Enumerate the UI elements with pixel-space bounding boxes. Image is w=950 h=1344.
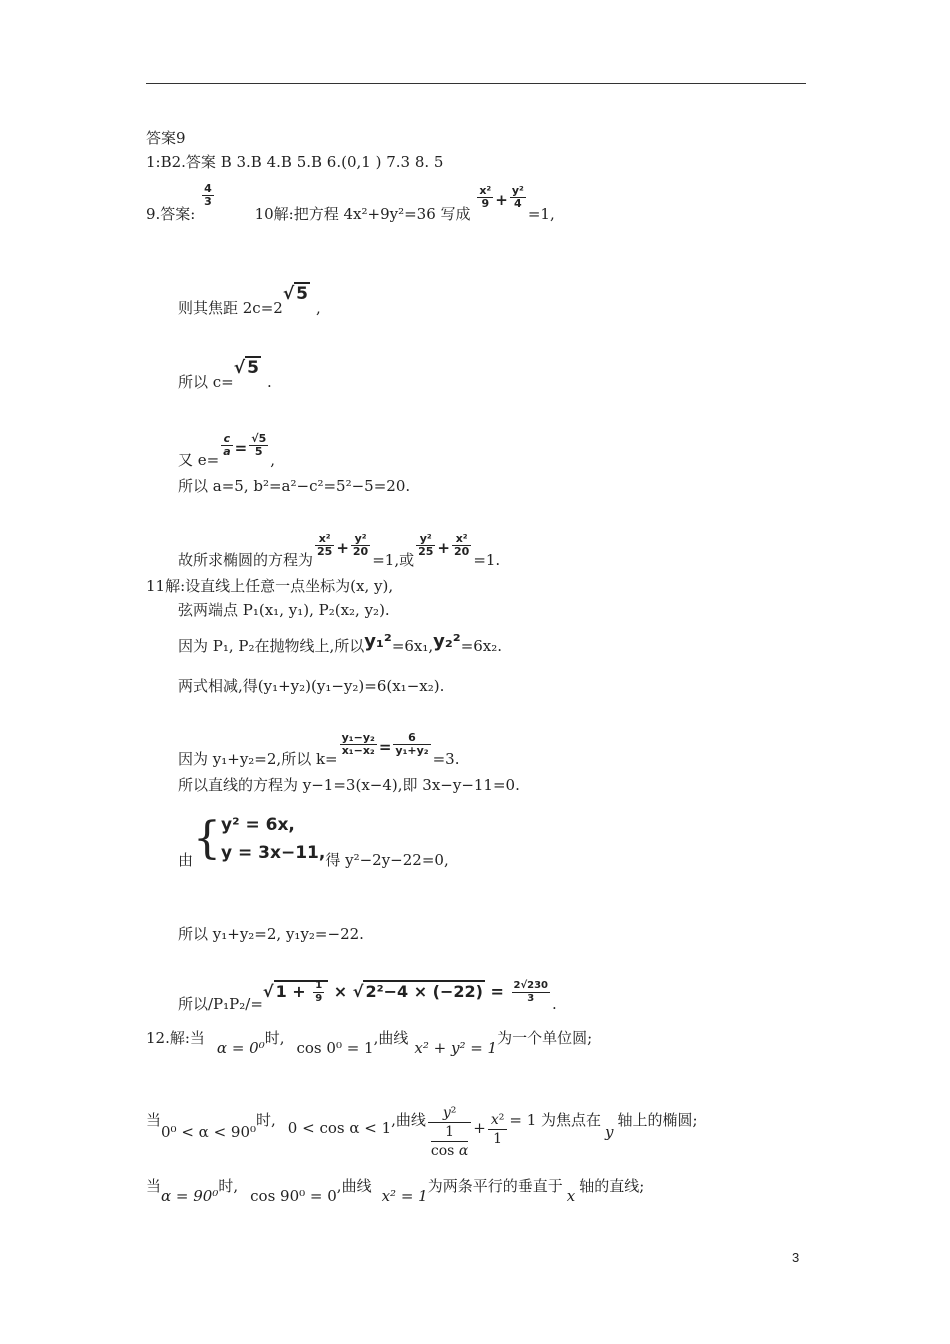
ellipse-mid: =1,或 xyxy=(372,551,415,569)
ellipse-tail: =1. xyxy=(473,551,501,569)
q12-l3-tail2: 轴的直线; xyxy=(579,1177,645,1195)
equation-system xyxy=(221,811,325,867)
q12-l2-tail2: 轴上的椭圆; xyxy=(617,1111,698,1129)
q9-fraction xyxy=(202,183,214,208)
brace-icon: { xyxy=(193,813,222,864)
q11-l9-text: 所以/P₁P₂/= xyxy=(178,995,263,1013)
e-tail: , xyxy=(270,451,276,469)
q9-den: 3 xyxy=(204,195,212,208)
e-text: 又 e= xyxy=(178,451,220,469)
q12-l2-mid2: ,曲线 xyxy=(391,1111,426,1129)
q11-system-line xyxy=(178,808,449,890)
q12-l3-tail: 为两条平行的垂直于 xyxy=(427,1177,563,1195)
q12-l1-mid2: ,曲线 xyxy=(373,1029,409,1047)
q12-l3-axis: x xyxy=(566,1187,576,1205)
page-number: 3 xyxy=(792,1250,800,1265)
q12-line3 xyxy=(146,1176,644,1206)
q11-line1: 11解:设直线上任意一点坐标为(x, y), xyxy=(146,577,394,595)
q11-l5-text: 因为 y₁+y₂=2,所以 k= xyxy=(178,750,338,768)
q11-l3-tail: =6x₁, xyxy=(391,637,434,655)
q12-frac-x: $\frac{\text{x²}}{1}$ xyxy=(488,1111,508,1148)
q12-l3-mid2: ,曲线 xyxy=(336,1177,372,1195)
q12-l3-cos: cos 90⁰ = 0 xyxy=(250,1187,337,1205)
q12-l2-tail: = 1 为焦点在 xyxy=(509,1111,602,1129)
sqrt5-b: √ 5 xyxy=(233,358,259,378)
q11-line9 xyxy=(178,980,557,1014)
q10-tail: =1, xyxy=(527,205,555,223)
q11-l5-tail: =3. xyxy=(432,750,460,768)
sys-eq1: y² = 6x, xyxy=(221,815,295,835)
q12-l2-pre: 当 xyxy=(146,1111,162,1129)
q11-l7-tail: 得 y²−2y−22=0, xyxy=(325,851,449,869)
q12-line1 xyxy=(146,1028,592,1058)
q12-l2-mid: 时, xyxy=(256,1111,276,1129)
q12-l3-alpha: α = 90⁰ xyxy=(161,1187,219,1205)
q11-line4: 两式相减,得(y₁+y₂)(y₁−y₂)=6(x₁−x₂). xyxy=(178,677,445,695)
e-frac-ca: $\frac{c}{a}$ xyxy=(223,432,231,458)
q11-l3-tail2: =6x₂. xyxy=(460,637,503,655)
q12-l1-curve: x² + y² = 1 xyxy=(414,1039,498,1057)
q12-l2-axis: y xyxy=(605,1123,614,1141)
sqrt5-a: √ 5 xyxy=(282,284,309,304)
q12-l3-curve: x² = 1 xyxy=(381,1187,428,1205)
q11-l3-text: 因为 P₁, P₂在抛物线上,所以 xyxy=(178,637,365,655)
q12-l2-cos: 0 < cos α < 1 xyxy=(287,1119,392,1137)
ellipse-line: 故所求椭圆的方程为 $\frac{\text{x²}}{25}$ + $\frac{\text{y²}}{20}$ =1,或 $\frac{\text{y²}}{25}$ + $\frac{\text{x²}}{20}$ =1. xyxy=(178,532,501,569)
distance-formula: √ 1 + $\frac{1}{9}$ × √ 2²−4 × (−22) = $\frac{2√230}{3}$ xyxy=(262,980,549,1004)
sys-eq2: y = 3x−11, xyxy=(221,843,326,863)
c-text: 所以 c= xyxy=(178,373,234,391)
q11-line6: 所以直线的方程为 y−1=3(x−4),即 3x−y−11=0. xyxy=(178,776,520,794)
q12-l1-pre: 12.解:当 xyxy=(146,1029,205,1047)
q10-intro: 10解:把方程 4x²+9y²=36 写成 xyxy=(254,205,471,223)
q11-line8: 所以 y₁+y₂=2, y₁y₂=−22. xyxy=(178,925,364,943)
q12-l1-tail: 为一个单位圆; xyxy=(497,1029,593,1047)
q11-line3: 因为 P₁, P₂在抛物线上,所以y₁²=6x₁,y₂²=6x₂. xyxy=(178,631,503,655)
q12-l1-alpha: α = 0⁰ xyxy=(216,1039,265,1057)
q10-frac-y: $\frac{\text{y²}}{4}$ xyxy=(511,184,524,210)
answers-heading: 答案9 xyxy=(146,129,186,147)
e-frac-sqrt5: $\frac{√5}{5}$ xyxy=(251,432,267,458)
q12-frac-y: y² 1 cos α xyxy=(428,1104,471,1160)
q12-l3-pre: 当 xyxy=(146,1177,162,1195)
c-line xyxy=(178,358,272,392)
answers-row: 1:B2.答案 B 3.B 4.B 5.B 6.(0,1 ) 7.3 8. 5 xyxy=(146,153,444,171)
q10-frac-x: $\frac{\text{x²}}{9}$ xyxy=(479,184,492,210)
header-rule xyxy=(146,83,806,84)
q12-l2-range: 0⁰ < α < 90⁰ xyxy=(161,1123,257,1141)
q9-label: 9.答案: xyxy=(146,205,196,223)
ellipse-text: 故所求椭圆的方程为 xyxy=(178,551,314,569)
q11-line5: 因为 y₁+y₂=2,所以 k= $\frac{\text{y₁−y₂}}{\text{x₁−x₂}}$ = $\frac{6}{\text{y₁+y₂}}$ =3. xyxy=(178,731,460,768)
e-line: 又 e= $\frac{c}{a}$ = $\frac{√5}{5}$ , xyxy=(178,432,276,469)
focal-tail: , xyxy=(316,299,321,317)
q11-l7-pre: 由 xyxy=(178,851,194,869)
c-tail: . xyxy=(266,373,272,391)
q12-line2: 当0⁰ < α < 90⁰时, 0 < cos α < 1,曲线 y² 1 cos α + $\frac{\text{x²}}{1}$ = 1 为焦点在y轴上的椭圆; xyxy=(146,1105,698,1159)
q11-l9-tail: . xyxy=(552,995,557,1013)
focal-line xyxy=(178,284,321,318)
q12-l1-cos: cos 0⁰ = 1 xyxy=(296,1039,374,1057)
focal-text: 则其焦距 2c=2 xyxy=(178,299,283,317)
q9-q10-line: 9.答案: $\frac{4}{3}$ 10解:把方程 4x²+9y²=36 写成 $\frac{\text{x²}}{9}$ + $\frac{\text{y²}}{4}$ =1, xyxy=(146,182,555,223)
q12-l3-mid: 时, xyxy=(218,1177,239,1195)
q11-line2: 弦两端点 P₁(x₁, y₁), P₂(x₂, y₂). xyxy=(178,601,390,619)
q9-num: 4 xyxy=(204,182,212,195)
ab-line: 所以 a=5, b²=a²−c²=5²−5=20. xyxy=(178,477,411,495)
q12-l1-mid: 时, xyxy=(264,1029,285,1047)
